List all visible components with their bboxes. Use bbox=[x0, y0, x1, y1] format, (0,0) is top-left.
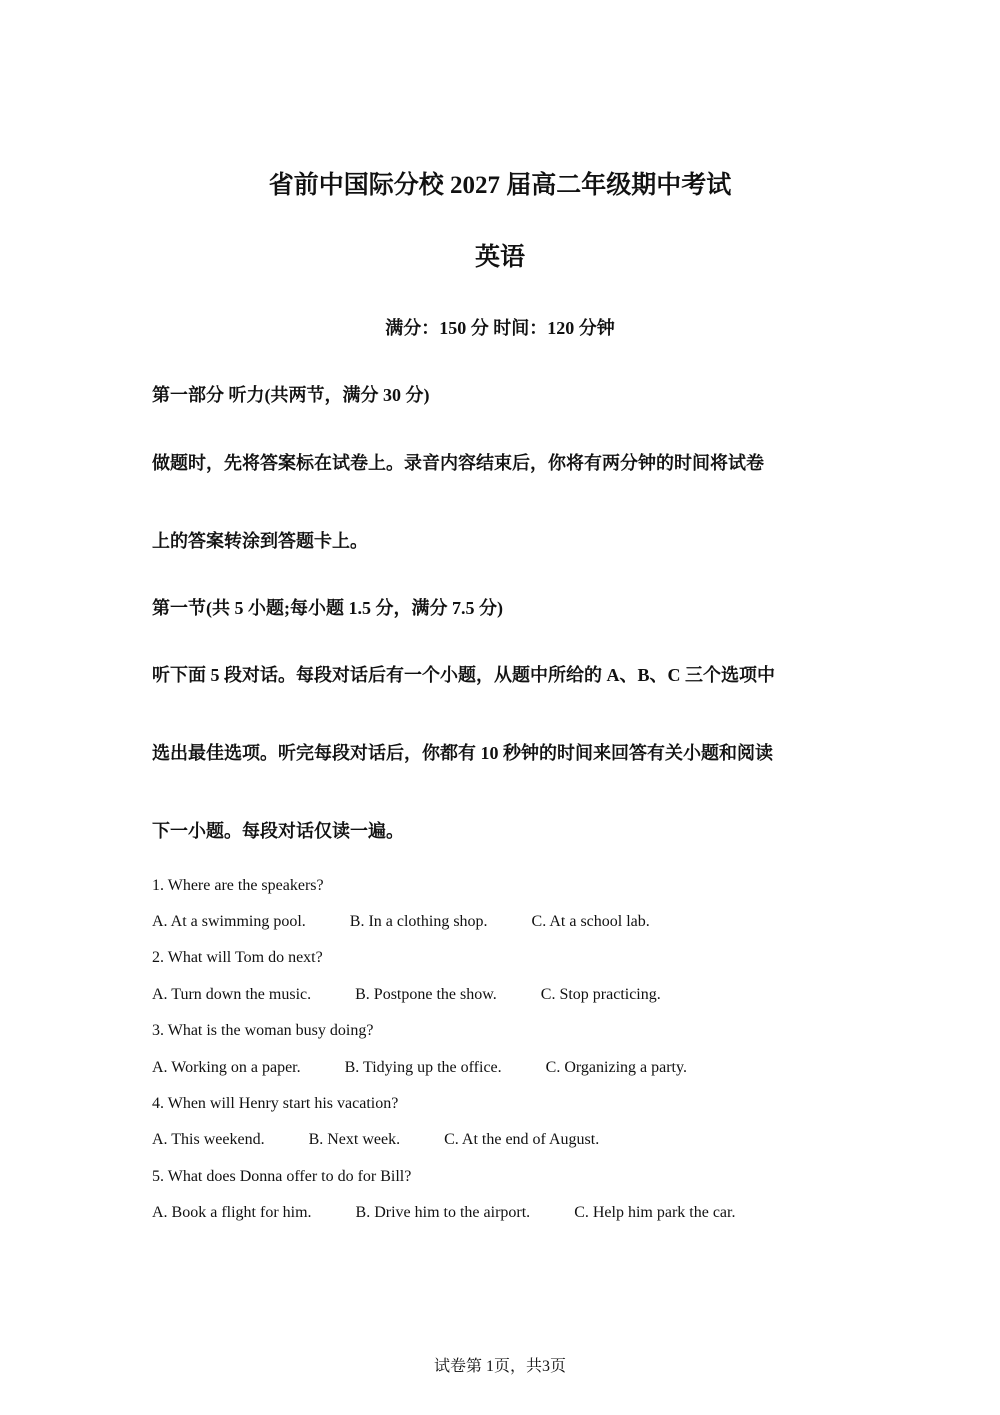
option-b: B. In a clothing shop. bbox=[349, 913, 488, 930]
section1-heading: 第一节(共 5 小题;每小题 1.5 分，满分 7.5 分) bbox=[152, 598, 503, 618]
option-c: C. At a school lab. bbox=[531, 913, 650, 930]
option-b: B. Drive him to the airport. bbox=[355, 1204, 531, 1221]
subject-title: 英语 bbox=[474, 244, 525, 271]
option-a: A. Working on a paper. bbox=[152, 1059, 301, 1076]
question-stem: 2. What will Tom do next? bbox=[152, 949, 323, 966]
option-a: A. This weekend. bbox=[152, 1131, 265, 1148]
part1-instruction-line: 上的答案转涂到答题卡上。 bbox=[152, 531, 368, 551]
option-c: C. At the end of August. bbox=[444, 1131, 600, 1148]
question-stem: 1. Where are the speakers? bbox=[152, 877, 324, 894]
question-options bbox=[152, 1202, 775, 1224]
question-options bbox=[152, 911, 690, 933]
option-b: B. Postpone the show. bbox=[355, 986, 497, 1003]
question-options bbox=[152, 984, 701, 1006]
question-options bbox=[152, 1129, 639, 1151]
option-b: B. Tidying up the office. bbox=[344, 1059, 502, 1076]
exam-meta: 满分：150 分 时间：120 分钟 bbox=[385, 318, 615, 338]
page-footer: 试卷第 1页，共3页 bbox=[433, 1358, 566, 1375]
option-c: C. Organizing a party. bbox=[545, 1059, 687, 1076]
section1-instruction-line: 选出最佳选项。听完每段对话后，你都有 10 秒钟的时间来回答有关小题和阅读 bbox=[152, 743, 773, 763]
question-stem: 4. When will Henry start his vacation? bbox=[152, 1095, 399, 1112]
question-options bbox=[152, 1057, 727, 1079]
section1-instruction-line: 听下面 5 段对话。每段对话后有一个小题，从题中所给的 A、B、C 三个选项中 bbox=[152, 665, 776, 685]
section1-instruction-line: 下一小题。每段对话仅读一遍。 bbox=[152, 821, 404, 841]
option-a: A. Turn down the music. bbox=[152, 986, 312, 1003]
option-c: C. Help him park the car. bbox=[574, 1204, 736, 1221]
exam-title: 省前中国际分校 2027 届高二年级期中考试 bbox=[268, 172, 732, 199]
question-stem: 5. What does Donna offer to do for Bill? bbox=[152, 1168, 412, 1185]
part1-heading: 第一部分 听力(共两节，满分 30 分) bbox=[152, 385, 430, 405]
option-a: A. At a swimming pool. bbox=[152, 913, 306, 930]
option-b: B. Next week. bbox=[308, 1131, 401, 1148]
option-c: C. Stop practicing. bbox=[540, 986, 661, 1003]
option-a: A. Book a flight for him. bbox=[152, 1204, 312, 1221]
part1-instruction-line: 做题时，先将答案标在试卷上。录音内容结束后，你将有两分钟的时间将试卷 bbox=[152, 453, 764, 473]
question-stem: 3. What is the woman busy doing? bbox=[152, 1022, 374, 1039]
